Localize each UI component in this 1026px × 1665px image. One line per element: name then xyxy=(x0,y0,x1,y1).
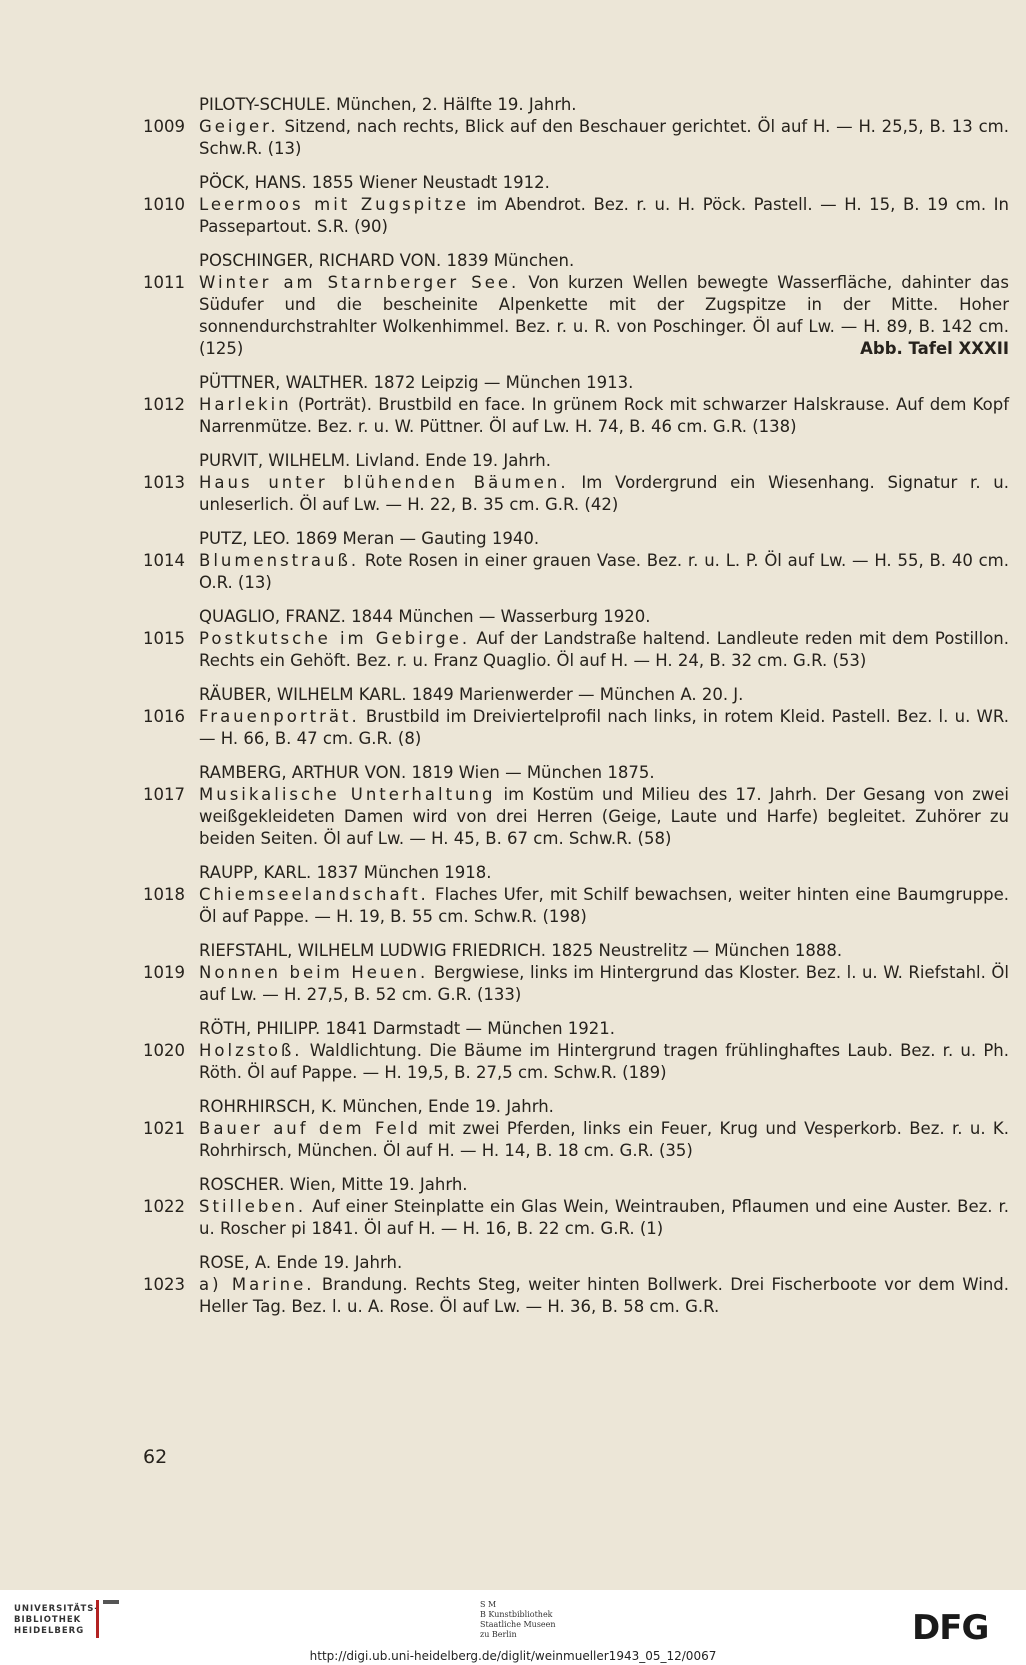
lot-description xyxy=(199,628,1009,672)
lot-description xyxy=(199,394,1009,438)
university-library-logo-icon xyxy=(96,1600,125,1638)
lot-number: 1009 xyxy=(143,117,185,136)
dfg-logo-text: DFG xyxy=(912,1608,989,1644)
museum-credit-line: S M xyxy=(480,1600,497,1609)
museum-credit-line: zu Berlin xyxy=(480,1630,517,1639)
catalog-entry xyxy=(143,706,1009,750)
artist-heading: PILOTY-SCHULE. München, 2. Hälfte 19. Jahrh. xyxy=(199,95,577,114)
artwork-title: Haus unter blühenden Bäumen. xyxy=(199,473,569,492)
lot-description xyxy=(199,706,1009,750)
artwork-title: Stilleben. xyxy=(199,1197,307,1216)
lot-number: 1019 xyxy=(143,963,185,982)
artwork-details: Im Vordergrund ein Wiesenhang. Signatur r. u. unleserlich. Öl auf Lw. — H. 22, B. 35 cm. G.R. (42) xyxy=(199,473,1010,514)
artwork-details: Waldlichtung. Die Bäume im Hintergrund tragen frühlinghaftes Laub. Bez. r. u. Ph. Röth. Öl auf Pappe. — H. 19,5, B. 27,5 cm. Schw.R. (189) xyxy=(199,1041,1009,1082)
catalog-entry xyxy=(143,1040,1009,1084)
artist-heading: POSCHINGER, RICHARD VON. 1839 München. xyxy=(199,251,575,270)
lot-number: 1011 xyxy=(143,273,185,292)
catalog-entry xyxy=(143,1196,1009,1240)
page-number: 62 xyxy=(143,1446,168,1468)
artwork-details: im Kostüm und Milieu des 17. Jahrh. Der Gesang von zwei weißgekleideten Damen wird von drei Herren (Geige, Laute und Harfe) begleitet. Zuhörer zu beiden Seiten. Öl auf Lw. — H. 45, B. 67 cm. Schw.R. (58) xyxy=(199,785,1009,848)
artwork-details: Rote Rosen in einer grauen Vase. Bez. r. u. L. P. Öl auf Lw. — H. 55, B. 40 cm. O.R. (13) xyxy=(199,551,1009,592)
artwork-details: Flaches Ufer, mit Schilf bewachsen, weiter hinten eine Baumgruppe. Öl auf Pappe. — H. 19, B. 55 cm. Schw.R. (198) xyxy=(199,885,1009,926)
artist-heading: QUAGLIO, FRANZ. 1844 München — Wasserburg 1920. xyxy=(199,607,651,626)
lot-description xyxy=(199,1040,1009,1084)
artwork-details: im Abendrot. Bez. r. u. H. Pöck. Pastell. — H. 15, B. 19 cm. In Passepartout. S.R. (90) xyxy=(199,195,1009,236)
artwork-title: Frauenporträt. xyxy=(199,707,360,726)
catalog-entry xyxy=(143,962,1009,1006)
catalog-entry xyxy=(143,1118,1009,1162)
catalog-entry xyxy=(143,550,1009,594)
university-name-line: BIBLIOTHEK xyxy=(14,1615,82,1625)
lot-description xyxy=(199,472,1009,516)
lot-number: 1012 xyxy=(143,395,185,414)
artwork-details: Auf der Landstraße haltend. Landleute reden mit dem Postillon. Rechts ein Gehöft. Bez. r. u. Franz Quaglio. Öl auf H. — H. 24, B. 32 cm. G.R. (53) xyxy=(199,629,1009,670)
lot-description xyxy=(199,962,1009,1006)
catalog-entry xyxy=(143,784,1009,850)
artwork-title: Winter am Starnberger See. xyxy=(199,273,520,292)
lot-number: 1022 xyxy=(143,1197,185,1216)
lot-description xyxy=(199,1196,1009,1240)
catalog-entry xyxy=(143,116,1009,160)
artist-heading: RÄUBER, WILHELM KARL. 1849 Marienwerder — München A. 20. J. xyxy=(199,685,744,704)
lot-description xyxy=(199,884,1009,928)
university-name-line: HEIDELBERG xyxy=(14,1626,85,1636)
artist-heading: RAMBERG, ARTHUR VON. 1819 Wien — München 1875. xyxy=(199,763,655,782)
artwork-details: Bergwiese, links im Hintergrund das Kloster. Bez. l. u. W. Riefstahl. Öl auf Lw. — H. 27,5, B. 52 cm. G.R. (133) xyxy=(199,963,1009,1004)
lot-description xyxy=(199,272,1009,360)
museum-credit-line: B Kunstbibliothek xyxy=(480,1610,553,1619)
artwork-title: Nonnen beim Heuen. xyxy=(199,963,429,982)
lot-description xyxy=(199,1118,1009,1162)
catalog-entry xyxy=(143,628,1009,672)
artwork-title: Geiger. xyxy=(199,117,279,136)
lot-description xyxy=(199,1274,1009,1318)
lot-number: 1015 xyxy=(143,629,185,648)
artwork-title: Postkutsche im Gebirge. xyxy=(199,629,471,648)
artwork-title: a) Marine. xyxy=(199,1275,315,1294)
artist-heading: PURVIT, WILHELM. Livland. Ende 19. Jahrh. xyxy=(199,451,551,470)
artist-heading: ROHRHIRSCH, K. München, Ende 19. Jahrh. xyxy=(199,1097,554,1116)
artist-heading: PÖCK, HANS. 1855 Wiener Neustadt 1912. xyxy=(199,173,550,192)
lot-number: 1023 xyxy=(143,1275,185,1294)
lot-description xyxy=(199,194,1009,238)
artist-heading: RAUPP, KARL. 1837 München 1918. xyxy=(199,863,492,882)
university-library-name xyxy=(14,1604,99,1637)
dfg-logo-icon xyxy=(912,1608,1008,1644)
catalog-entry xyxy=(143,884,1009,928)
artwork-title: Bauer auf dem Feld xyxy=(199,1119,421,1138)
catalog-entry xyxy=(143,194,1009,238)
artist-heading: PÜTTNER, WALTHER. 1872 Leipzig — München 1913. xyxy=(199,373,634,392)
artwork-details: mit zwei Pferden, links ein Feuer, Krug und Vesperkorb. Bez. r. u. K. Rohrhirsch, München. Öl auf H. — H. 14, B. 18 cm. G.R. (35) xyxy=(199,1119,1010,1160)
lot-description xyxy=(199,116,1009,160)
lot-number: 1021 xyxy=(143,1119,185,1138)
artwork-details: Von kurzen Wellen bewegte Wasserfläche, dahinter das Südufer und die bescheinite Alpenkette mit der Zugspitze in der Mitte. Hoher sonnendurchstrahlter Wolkenhimmel. Bez. r. u. R. von Poschinger. Öl auf Lw. — H. 89, B. 142 cm. (125) xyxy=(199,273,1010,358)
lot-number: 1014 xyxy=(143,551,185,570)
artwork-details: Brandung. Rechts Steg, weiter hinten Bollwerk. Drei Fischerboote vor dem Wind. Heller Tag. Bez. l. u. A. Rose. Öl auf Lw. — H. 36, B. 58 cm. G.R. xyxy=(199,1275,1009,1316)
footer-bar xyxy=(0,1590,1026,1648)
artwork-details: Auf einer Steinplatte ein Glas Wein, Weintrauben, Pflaumen und eine Auster. Bez. r. u. Roscher pi 1841. Öl auf H. — H. 16, B. 22 cm. G.R. (1) xyxy=(199,1197,1009,1238)
artwork-title: Chiemseelandschaft. xyxy=(199,885,429,904)
artwork-title: Holzstoß. xyxy=(199,1041,303,1060)
lot-number: 1020 xyxy=(143,1041,185,1060)
artist-heading: PUTZ, LEO. 1869 Meran — Gauting 1940. xyxy=(199,529,540,548)
artwork-title: Blumenstrauß. xyxy=(199,551,360,570)
catalog-entry xyxy=(143,1274,1009,1318)
artwork-title: Leermoos mit Zugspitze xyxy=(199,195,470,214)
catalog-entry xyxy=(143,394,1009,438)
lot-number: 1017 xyxy=(143,785,185,804)
source-url[interactable]: http://digi.ub.uni-heidelberg.de/diglit/weinmueller1943_05_12/0067 xyxy=(309,1649,717,1663)
lot-description xyxy=(199,550,1009,594)
university-name-line: UNIVERSITÄTS- xyxy=(14,1604,99,1614)
catalog-entry xyxy=(143,472,1009,516)
artwork-details: Sitzend, nach rechts, Blick auf den Beschauer gerichtet. Öl auf H. — H. 25,5, B. 13 cm. Schw.R. (13) xyxy=(199,117,1009,158)
plate-reference: Abb. Tafel XXXII xyxy=(860,339,1009,358)
artwork-title: Musikalische Unterhaltung xyxy=(199,785,496,804)
artwork-details: Brustbild im Dreiviertelprofil nach links, in rotem Kleid. Pastell. Bez. l. u. WR. — H. 66, B. 47 cm. G.R. (8) xyxy=(199,707,1009,748)
lot-number: 1010 xyxy=(143,195,185,214)
catalog-entries xyxy=(143,94,1009,1318)
artist-heading: RÖTH, PHILIPP. 1841 Darmstadt — München 1921. xyxy=(199,1019,616,1038)
lot-number: 1013 xyxy=(143,473,185,492)
artist-heading: RIEFSTAHL, WILHELM LUDWIG FRIEDRICH. 1825 Neustrelitz — München 1888. xyxy=(199,941,843,960)
lot-description xyxy=(199,784,1009,850)
lot-number: 1018 xyxy=(143,885,185,904)
artist-heading: ROSE, A. Ende 19. Jahrh. xyxy=(199,1253,403,1272)
artist-heading: ROSCHER. Wien, Mitte 19. Jahrh. xyxy=(199,1175,468,1194)
artwork-title: Harlekin xyxy=(199,395,292,414)
lot-number: 1016 xyxy=(143,707,185,726)
museum-credit-line: Staatliche Museen xyxy=(480,1620,556,1629)
artwork-details: (Porträt). Brustbild en face. In grünem Rock mit schwarzer Halskrause. Auf dem Kopf Narrenmütze. Bez. r. u. W. Püttner. Öl auf Lw. H. 74, B. 46 cm. G.R. (138) xyxy=(199,395,1009,436)
museum-credit xyxy=(480,1600,556,1640)
catalog-entry xyxy=(143,272,1009,360)
